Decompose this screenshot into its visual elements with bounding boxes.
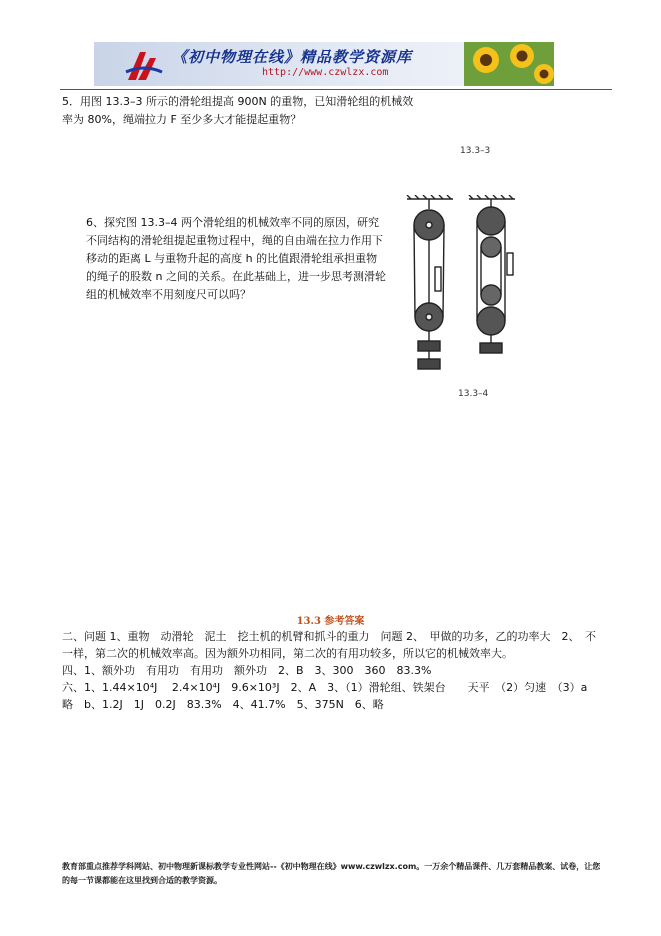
site-logo-icon	[124, 46, 164, 84]
sunflower-decoration-icon	[464, 42, 554, 86]
pulley-systems-figure	[405, 195, 525, 375]
answer-line: 六、1、1.44×10⁴J 2.4×10⁴J 9.6×10³J 2、A 3、（1）滑轮组、铁架台 天平 （2）匀速 （3）a 略 b、1.2J 1J 0.2J 83.3% 4、41.7% 5、375N 6、略	[62, 681, 588, 711]
answer-key-title: 13.3 参考答案	[296, 616, 365, 627]
question-5: 5．用图 13.3–3 所示的滑轮组提高 900N 的重物，已知滑轮组的机械效率为 80%，绳端拉力 F 至少多大才能提起重物？	[62, 95, 414, 126]
answer-key	[62, 628, 597, 713]
pulley-system-right	[469, 195, 515, 353]
question-6: 6、探究图 13.3–4 两个滑轮组的机械效率不同的原因，研究不同结构的滑轮组提起重物过程中，绳的自由端在拉力作用下移动的距离 L 与重物升起的高度 h 的比值跟滑轮组承担重物的绳子的股数 n 之间的关系。在此基础上，进一步思考测滑轮组的机械效率不用刻度尺可以吗？	[86, 216, 386, 301]
figure-13-3-4-label: 13.3–4	[458, 389, 489, 399]
banner-title: 《初中物理在线》精品教学资源库	[172, 48, 413, 66]
banner-url[interactable]: http://www.czwlzx.com	[262, 67, 389, 78]
pulley-system-left	[407, 195, 453, 369]
header-banner	[94, 42, 554, 86]
answer-line: 四、1、额外功 有用功 有用功 额外功 2、B 3、300 360 83.3%	[62, 664, 432, 677]
figure-13-3-3-label: 13.3–3	[460, 146, 491, 156]
page-footer: 教育部重点推荐学科网站、初中物理新课标教学专业性网站--《初中物理在线》www.czwlzx.com。一万余个精品课件、几万套精品教案、试卷，让您的每一节课都能在这里找到合适的教学资源。	[62, 862, 601, 885]
answer-line: 二、问题 1、重物 动滑轮 泥土 挖土机的机臂和抓斗的重力 问题 2、 甲做的功多，乙的功率大 2、 不一样，第二次的机械效率高。因为额外功相同，第二次的有用功较多，所以它的机械效率大。	[62, 630, 596, 660]
header-rule	[60, 89, 612, 90]
